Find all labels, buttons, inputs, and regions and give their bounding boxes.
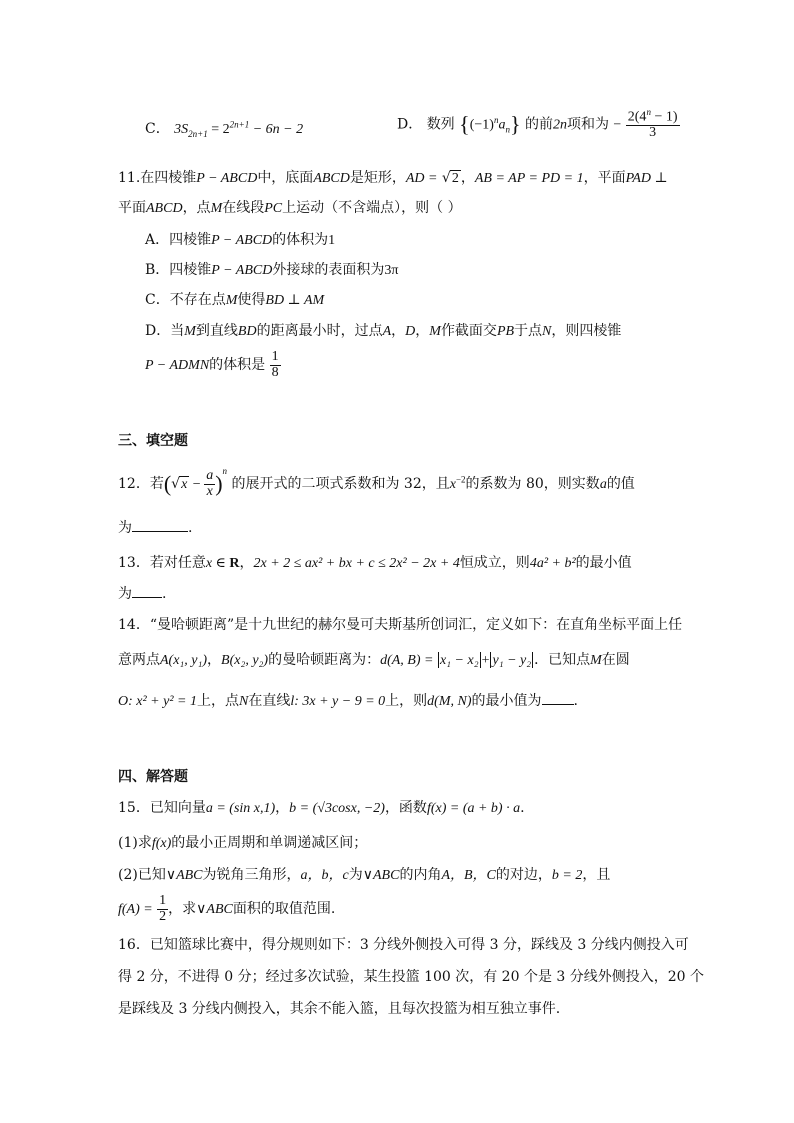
math: b = 2 [551, 868, 583, 883]
text: ，点 [182, 200, 211, 216]
text: (1)求 [118, 835, 152, 851]
text: 的最小正周期和单调递减区间； [171, 835, 368, 851]
q16-line1: 16．已知篮球比赛中，得分规则如下：3 分线外侧投入可得 3 分，踩线及 3 分线内侧投入可 [118, 937, 689, 953]
q15-line1 [118, 797, 525, 817]
fraction-numerator [626, 108, 680, 126]
math: P − ABCD [211, 233, 273, 248]
fraction [204, 469, 215, 499]
option-label: D． [397, 116, 423, 133]
fraction-numerator: 1 [271, 349, 279, 364]
text: 为∨ [348, 867, 373, 883]
text: A．四棱锥 [145, 232, 212, 248]
text: ，函数 [384, 800, 427, 816]
text: ， [415, 323, 430, 339]
exponent: n [222, 466, 228, 476]
text: . [162, 586, 167, 602]
text: 于点 [514, 323, 543, 339]
math: ABCD [313, 171, 350, 186]
num-sup: n [646, 107, 651, 117]
q14-line1: 14．“曼哈顿距离”是十九世纪的赫尔曼可夫斯基所创词汇，定义如下：在直角坐标平面上任 [118, 617, 683, 633]
text: (2)已知∨ [118, 867, 177, 883]
option-label: C． [145, 121, 170, 137]
math: + [481, 653, 490, 668]
math: x [449, 477, 456, 492]
sqrt-radicand: 2 [451, 171, 459, 186]
fraction [270, 350, 281, 380]
q12-line1: 12．若(√x − $\frac{a}{x}$ )$^n$ 的展开式的二项式系数和为 32，且$x^{-2}$的系数为 80，则实数a的值 [118, 466, 635, 499]
seq-sup: n [493, 114, 499, 125]
section-title-answer: 四、解答题 [118, 769, 188, 785]
seq-base: (−1) [469, 117, 494, 133]
fraction-denominator: 3 [649, 125, 657, 141]
math: AB = AP = PD = 1 [474, 171, 584, 186]
q11-option-d [145, 320, 621, 340]
math: a = (sin x,1) [205, 801, 276, 816]
text: ， [275, 800, 290, 816]
formula [174, 119, 304, 139]
math: − [189, 477, 205, 492]
text: 数列 [426, 116, 455, 133]
text: 的对边， [495, 867, 552, 883]
math: M [429, 324, 441, 339]
math: ABC [373, 868, 400, 883]
q15-part1 [118, 832, 367, 852]
fraction-denominator: 2 [159, 908, 167, 924]
q10-option-d [397, 108, 680, 141]
math: ⊥ [651, 171, 668, 186]
minus-sign: − [613, 117, 622, 133]
math: O: x² + y² = 1 [118, 694, 197, 709]
math: A，B，C [441, 868, 496, 883]
text: 作截面交 [440, 323, 497, 339]
math: PAD [625, 171, 651, 186]
math: P − ABCD [196, 171, 258, 186]
q13-line1 [118, 552, 632, 572]
math: ABC [176, 868, 203, 883]
text: ．已知点 [534, 652, 591, 668]
math: PB [496, 324, 515, 339]
math: M [225, 293, 238, 308]
math: PC [264, 201, 283, 216]
formula-sup: 2n+1 [229, 119, 250, 130]
text: ，平面 [583, 170, 626, 186]
text: 使得 [237, 292, 266, 308]
fraction-denominator: x [206, 483, 213, 499]
q11-option-c [145, 289, 324, 309]
math: f(x) = (a + b) · a [426, 801, 521, 816]
text: ， [239, 555, 254, 571]
text: 上运动（不含端点），则（ ） [282, 200, 462, 216]
seq-sub: n [505, 124, 510, 135]
text: 平面 [118, 200, 146, 216]
text: . [520, 800, 525, 816]
fraction [626, 108, 680, 141]
math: l: 3x + y − 9 = 0 [290, 694, 386, 709]
text: 恒成立，则 [459, 555, 530, 571]
text: ，且 [582, 867, 611, 883]
text: 的体积是 [209, 357, 266, 374]
math: a，b，c [300, 868, 349, 883]
text: 13．若对任意 [118, 555, 206, 571]
text: D．当 [145, 323, 185, 339]
var: 2n [552, 117, 567, 133]
math: 3π [384, 263, 399, 278]
math: B(x₂, y₂) [221, 653, 269, 668]
text: 在线段 [222, 200, 265, 216]
q15-part2 [118, 864, 610, 884]
fraction-numerator: a [206, 467, 214, 483]
q12-line2 [118, 517, 192, 537]
math: BD [237, 324, 257, 339]
math: f(x) [151, 836, 172, 851]
text: 的体积为 [272, 232, 329, 248]
brace: } [509, 111, 521, 137]
text: 的曼哈顿距离为： [268, 652, 381, 668]
q15-part2-cont [118, 894, 335, 924]
text: ， [207, 652, 222, 668]
math: A [382, 324, 392, 339]
text: 的系数为 80，则实数 [465, 476, 600, 492]
text: 上，点 [197, 693, 239, 709]
text: 11.在四棱锥 [118, 170, 197, 186]
fraction-denominator: 8 [271, 364, 279, 380]
math: A(x₁, y₁) [160, 653, 208, 668]
math: d(M, N) [427, 694, 472, 709]
text: 面积的取值范围. [232, 901, 336, 918]
q11-option-a [145, 229, 335, 249]
text: . [573, 693, 578, 709]
text: 为锐角三角形， [202, 867, 301, 883]
math: b = (√3cosx, −2) [289, 801, 385, 816]
text: 外接球的表面积为 [272, 262, 385, 278]
text: ， [391, 323, 406, 339]
q11-line2 [118, 197, 462, 217]
paren: ( [163, 471, 172, 496]
formula-sub: 2n+1 [188, 128, 208, 139]
sqrt-radicand: x [181, 477, 188, 492]
math: N [239, 694, 249, 709]
text: 是矩形， [349, 170, 406, 186]
math: d(A, B) = [380, 653, 437, 668]
text: ，则四棱锥 [551, 323, 622, 339]
q14-line2 [118, 649, 630, 669]
math: x ∈ [205, 556, 230, 571]
seq-a: a [498, 117, 506, 133]
num-part: − 1) [650, 109, 678, 125]
math: P − ADMN [145, 358, 210, 374]
math: M [590, 653, 602, 668]
text: 到直线 [195, 323, 238, 339]
fraction [157, 894, 168, 924]
q13-line2 [118, 583, 166, 603]
math: y₁ − y₂ [492, 653, 532, 668]
q11-option-b [145, 259, 398, 279]
math: AD = [405, 171, 438, 186]
fraction-numerator: 1 [159, 893, 167, 908]
q16-line2: 得 2 分，不进得 0 分；经过多次试验，某生投篮 100 次，有 20 个是 3 分线外侧投入，20 个 [118, 969, 705, 985]
brace: { [459, 111, 470, 137]
text: 的值 [606, 476, 635, 492]
answer-blank[interactable] [542, 692, 574, 705]
text: 中，底面 [257, 170, 314, 186]
math: ABCD [146, 201, 183, 216]
formula-part: = 2 [207, 122, 230, 137]
math: M [210, 201, 223, 216]
formula-part: − 6n − 2 [249, 122, 304, 137]
math: 1 [328, 233, 336, 248]
q10-option-c [145, 118, 303, 139]
math: 2x + 2 ≤ ax² + bx + c ≤ 2x² − 2x + 4 [253, 556, 460, 571]
math: f(A) = [118, 902, 153, 918]
abs-bar [438, 652, 439, 668]
answer-blank[interactable] [132, 585, 162, 598]
text: 项和为 [566, 116, 609, 133]
text: 的最小值为 [471, 693, 542, 709]
text: ，求∨ [168, 901, 207, 918]
q14-line3 [118, 690, 578, 710]
text: 为 [118, 520, 132, 536]
math: x₁ − x₂ [439, 653, 479, 668]
text: 在直线 [248, 693, 291, 709]
q11-option-d-cont [145, 350, 281, 380]
math: M [184, 324, 196, 339]
text: 的前 [524, 116, 553, 133]
abs-bar [480, 652, 481, 668]
text: 15．已知向量 [118, 800, 206, 816]
answer-blank[interactable] [132, 519, 188, 532]
formula-part: 3S [174, 122, 189, 137]
text: 的展开式的二项式系数和为 32，且 [231, 476, 450, 492]
text: 在圆 [601, 652, 630, 668]
math: ABC [206, 902, 233, 918]
math: BD ⊥ AM [265, 293, 325, 308]
num-part: 2(4 [627, 109, 647, 125]
text: 为 [118, 586, 132, 602]
text: . [188, 520, 193, 536]
math: N [542, 324, 552, 339]
paren: ) [215, 471, 223, 496]
math: P − ABCD [211, 263, 273, 278]
text: B．四棱锥 [145, 262, 212, 278]
math: a [599, 477, 607, 492]
text: 的最小值 [575, 555, 632, 571]
text: 的内角 [399, 867, 442, 883]
math: 4a² + b² [529, 556, 576, 571]
text: 意两点 [118, 652, 160, 668]
text: 的距离最小时，过点 [256, 323, 383, 339]
text: 12．若 [118, 476, 164, 492]
math: R [229, 556, 240, 571]
text: ， [460, 170, 475, 186]
q16-line3: 是踩线及 3 分线内侧投入，其余不能入篮，且每次投篮为相互独立事件. [118, 1001, 561, 1017]
q11-line1: 11.在四棱锥P − ABCD中，底面ABCD是矩形，AD = √2 ，AB = AP = PD = 1，平面PAD ⊥ [118, 170, 668, 186]
section-title-fill-in: 三、填空题 [118, 433, 188, 449]
abs-bar [532, 652, 533, 668]
text: 上，则 [385, 693, 428, 709]
math: D [405, 324, 416, 339]
exponent: −2 [455, 474, 466, 485]
text: C．不存在点 [145, 292, 226, 308]
